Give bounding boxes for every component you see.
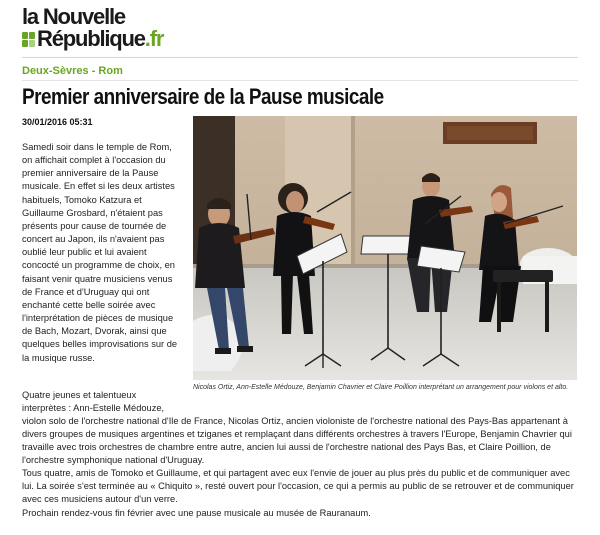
header-divider: [22, 57, 578, 58]
article-line-interpretes: interprètes : Ann-Estelle Médouze,: [22, 403, 165, 413]
article-photo: [193, 116, 577, 380]
article-paragraph-tous: Tous quatre, amis de Tomoko et Guillaume, et qui partagent avec eux l'envie de jouer au plus près du public et de communiquer avec lui. La soirée s'est terminée au « Chiquito », resté ouvert pour l'occasion, ce qui a permis au public de se retrouver et de communiquer avec ces musiciens autour d'un verre.: [22, 468, 574, 505]
logo-text-main: République: [37, 26, 145, 51]
logo-squares-icon: [22, 32, 36, 48]
logo-text-line1: la Nouvelle: [22, 4, 125, 29]
site-logo[interactable]: [22, 6, 192, 54]
logo-text-tld: .fr: [144, 26, 164, 51]
photo-caption: Nicolas Ortiz, Ann-Estelle Médouze, Benjamin Chavrier et Claire Poillion interprétant un arrangement pour violons et alto.: [193, 384, 569, 391]
breadcrumb-divider: [22, 80, 578, 81]
logo-text-line2: [22, 27, 163, 51]
article-line-quatre: Quatre jeunes et talentueux: [22, 390, 137, 400]
breadcrumb[interactable]: Deux-Sèvres - Rom: [22, 65, 123, 77]
article-paragraph-musicians: violon solo de l'orchestre national d'Ile de France, Nicolas Ortiz, ancien violoniste de l'orchestre national des Pays-Bas appartenant à divers groupes de musiques argentines et tziganes et remplaçant dans différents orchestres à travers l'Europe, Benjamin Chavrier qui travaille avec trois orchestres de chambre entre autre, ancien lui aussi de l'orchestre national des Pays Bas, et Claire Poillion, de l'orchestre symphonique national d'Uruguay.: [22, 416, 572, 466]
article-paragraph-prochain: Prochain rendez-vous fin février avec une pause musicale au musée de Rauranaum.: [22, 508, 371, 518]
article-paragraph-intro: Samedi soir dans le temple de Rom, on affichait complet à l'occasion du premier anniversaire de la Pause musicale. En effet si les deux artistes habituels, Tomoko Katzura et Guillaume Grosbard, n'étaient pas présents pour cause de tournée de concert au Japon, ils n'avaient pas oublié leur public et lui avaient concocté un programme de choix, en faisant venir quatre musiciens venus de France et d'Uruguay qui ont enchanté cette belle soirée avec l'interprétation de pièces de musique de Bach, Mozart, Dvorak, ainsi que quelques belles improvisations sur de la musique russe.: [22, 142, 178, 363]
article-title: Premier anniversaire de la Pause musicale: [22, 84, 384, 109]
article-date: 30/01/2016 05:31: [22, 117, 93, 127]
